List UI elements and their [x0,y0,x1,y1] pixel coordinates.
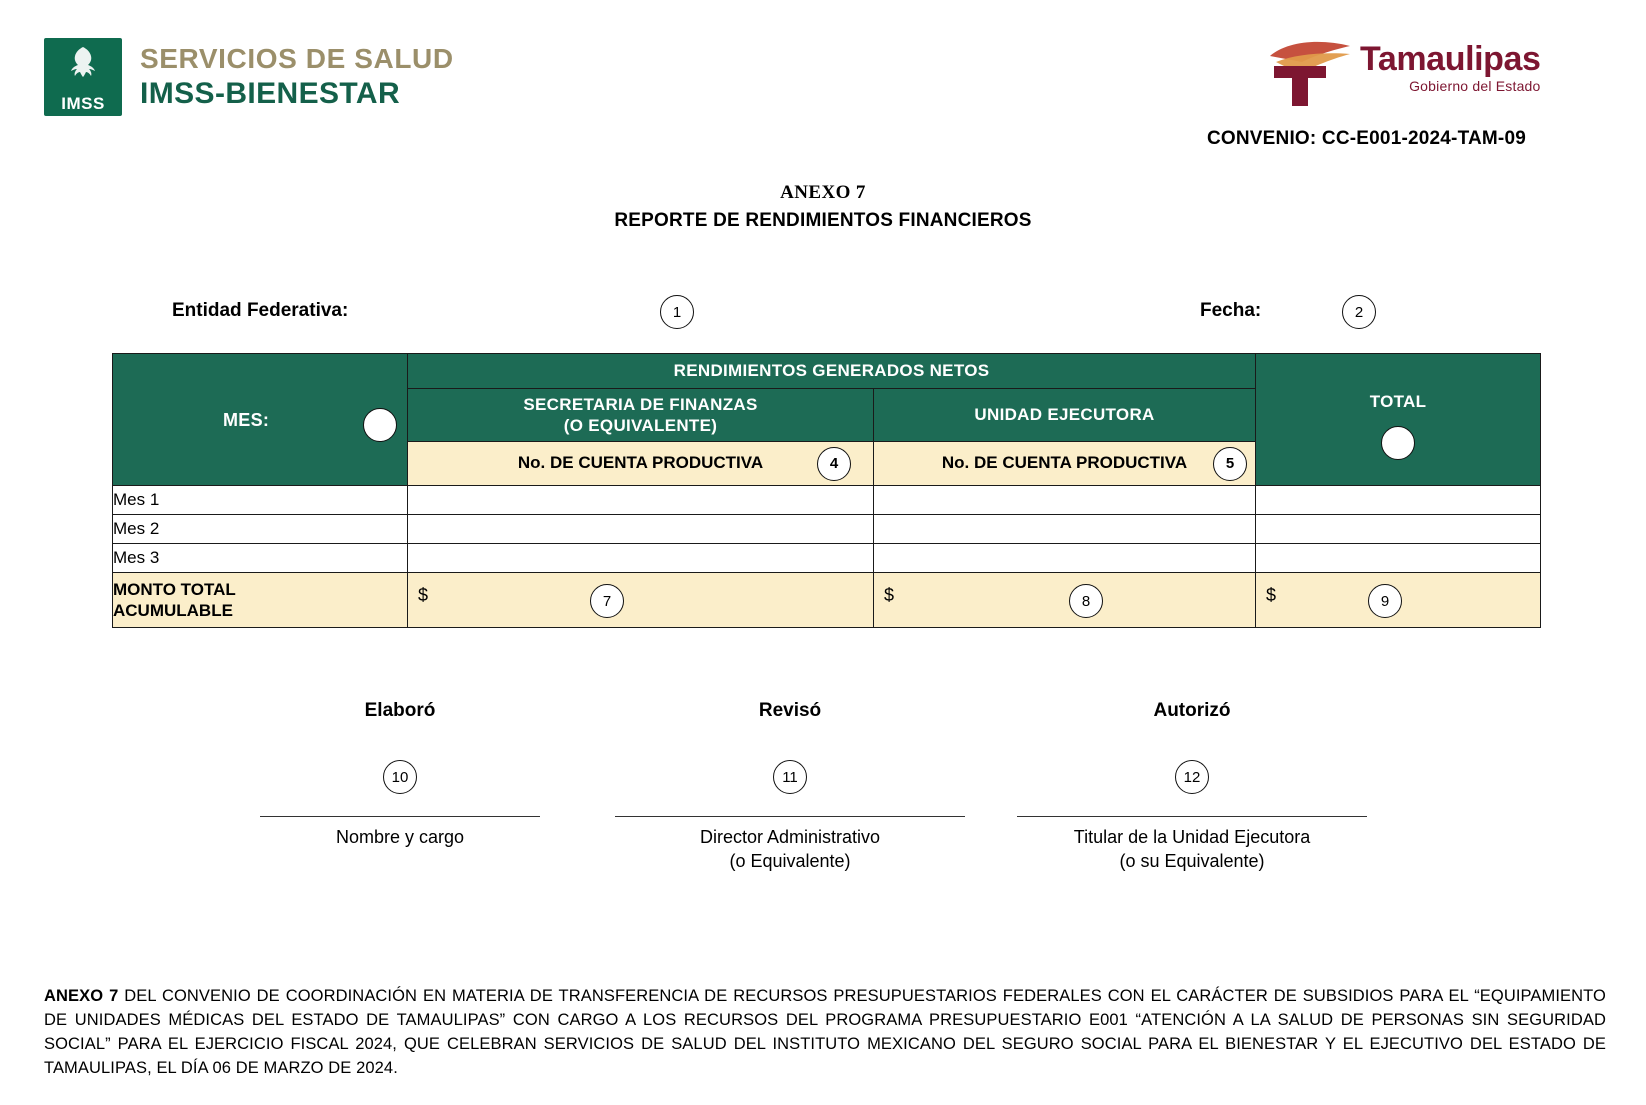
report-title: REPORTE DE RENDIMIENTOS FINANCIEROS [614,210,1032,231]
input-mes3-total[interactable] [1256,544,1541,573]
total-unidad-cell[interactable] [874,573,1256,628]
row-label-mes-2: Mes 2 [113,515,408,544]
fecha-label: Fecha: [1200,300,1262,321]
row-label-mes-3: Mes 3 [113,544,408,573]
signature-line-reviso[interactable] [615,816,965,817]
input-mes1-unidad[interactable] [874,486,1256,515]
signature-caption-autorizo-l1: Titular de la Unidad Ejecutora [1073,827,1311,847]
marker-bubble-8: 8 [1069,584,1103,618]
signature-caption-reviso [595,825,985,874]
unidad-ejecutora-header: UNIDAD EJECUTORA [874,389,1256,442]
eagle-icon [60,43,106,89]
marker-bubble-12: 12 [1175,760,1209,794]
rendimientos-table-wrapper [112,353,1540,628]
signature-title-reviso: Revisó [758,700,822,721]
marker-bubble-4: 4 [817,447,851,481]
table-total-row [113,573,1541,628]
input-mes3-unidad[interactable] [874,544,1256,573]
imss-mark-text: IMSS [61,94,105,113]
signature-block-autorizo [997,700,1387,874]
input-mes1-total[interactable] [1256,486,1541,515]
marker-bubble-5: 5 [1213,447,1247,481]
total-label: TOTAL [1369,391,1427,411]
input-mes2-finanzas[interactable] [408,515,874,544]
signature-caption-autorizo-l2: (o su Equivalente) [1119,851,1265,872]
signature-title-autorizo: Autorizó [1153,700,1231,721]
input-mes1-finanzas[interactable] [408,486,874,515]
row-label-mes-1: Mes 1 [113,486,408,515]
marker-bubble-11: 11 [773,760,807,794]
signature-line-autorizo[interactable] [1017,816,1367,817]
page-title-block [0,182,1646,232]
rendimientos-group-header: RENDIMIENTOS GENERADOS NETOS [408,354,1256,389]
input-mes2-unidad[interactable] [874,515,1256,544]
tamaulipas-logo [1256,28,1541,110]
imss-line2: IMSS-BIENESTAR [140,77,401,111]
input-mes3-finanzas[interactable] [408,544,874,573]
document-header [0,0,1646,175]
marker-bubble-1: 1 [660,295,694,329]
cuenta-productiva-finanzas-label: No. DE CUENTA PRODUCTIVA [517,453,764,473]
entidad-federativa-label: Entidad Federativa: [172,300,349,321]
signature-caption-elaboro [205,825,595,849]
marker-bubble-7: 7 [590,584,624,618]
table-row [113,486,1541,515]
rendimientos-table [112,353,1541,628]
table-header-row-1 [113,354,1541,389]
currency-symbol-total: $ [1266,585,1277,605]
total-finanzas-cell[interactable] [408,573,874,628]
marker-bubble-9: 9 [1368,584,1402,618]
signature-title-elaboro: Elaboró [364,700,436,721]
monto-total-acumulable-label [113,573,408,628]
table-row [113,544,1541,573]
signature-caption-reviso-l2: (o Equivalente) [729,851,851,872]
imss-wordmark [140,44,454,111]
total-header-cell [1256,354,1541,486]
convenio-number: CONVENIO: CC-E001-2024-TAM-09 [1206,128,1526,149]
tamaulipas-name: Tamaulipas [1360,40,1541,78]
currency-symbol-unidad: $ [884,585,895,605]
marker-bubble-3: 3 [363,408,397,442]
imss-line1: SERVICIOS DE SALUD [140,42,454,74]
imss-logo [44,38,454,116]
footer-note-strong: ANEXO 7 [44,987,119,1005]
signature-line-elaboro[interactable] [260,816,540,817]
mes-header-cell [113,354,408,486]
mes-label: MES: [223,410,270,430]
tamaulipas-flame-icon [1266,40,1354,106]
signature-caption-elaboro-l1: Nombre y cargo [335,827,465,847]
tamaulipas-subtitle: Gobierno del Estado [1409,78,1541,94]
anexo-title: ANEXO 7 [780,182,866,203]
total-general-cell[interactable] [1256,573,1541,628]
marker-bubble-2: 2 [1342,295,1376,329]
secretaria-finanzas-line1: SECRETARIA DE FINANZAS [523,394,758,414]
marker-bubble-10: 10 [383,760,417,794]
monto-total-line1: MONTO TOTAL [113,579,236,599]
cuenta-productiva-unidad-label: No. DE CUENTA PRODUCTIVA [941,453,1188,473]
entity-date-row [0,300,1646,340]
signature-block-elaboro [205,700,595,874]
imss-eagle-mark [44,38,122,116]
signature-block-reviso [595,700,985,874]
footer-note [44,985,1606,1081]
cuenta-productiva-finanzas-header [408,441,874,485]
table-row [113,515,1541,544]
currency-symbol-finanzas: $ [418,585,429,605]
signature-caption-reviso-l1: Director Administrativo [699,827,881,847]
monto-total-line2: ACUMULABLE [113,601,233,620]
footer-note-text: DEL CONVENIO DE COORDINACIÓN EN MATERIA DE TRANSFERENCIA DE RECURSOS PRESUPUESTARIOS FEDERALES CON EL CARÁCTER DE SUBSIDIOS PARA EL “EQUIPAMIENTO DE UNIDADES MÉDICAS DEL ESTADO DE TAMAULIPAS” CON CARGO A LOS RECURSOS DEL PROGRAMA PRESUPUESTARIO E001 “ATENCIÓN A LA SALUD DE PERSONAS SIN SEGURIDAD SOCIAL” PARA EL EJERCICIO FISCAL 2024, QUE CELEBRAN SERVICIOS DE SALUD DEL INSTITUTO MEXICANO DEL SEGURO SOCIAL PARA EL BIENESTAR Y EL EJECUTIVO DEL ESTADO DE TAMAULIPAS, EL DÍA 06 DE MARZO DE 2024. [44,987,1606,1077]
cuenta-productiva-unidad-header [874,441,1256,485]
secretaria-finanzas-header [408,389,874,442]
marker-bubble-6: 6 [1381,426,1415,460]
secretaria-finanzas-line2: (O EQUIVALENTE) [563,415,718,435]
tamaulipas-wordmark [1360,42,1541,94]
input-mes2-total[interactable] [1256,515,1541,544]
signature-caption-autorizo [997,825,1387,874]
signature-section [0,700,1646,874]
